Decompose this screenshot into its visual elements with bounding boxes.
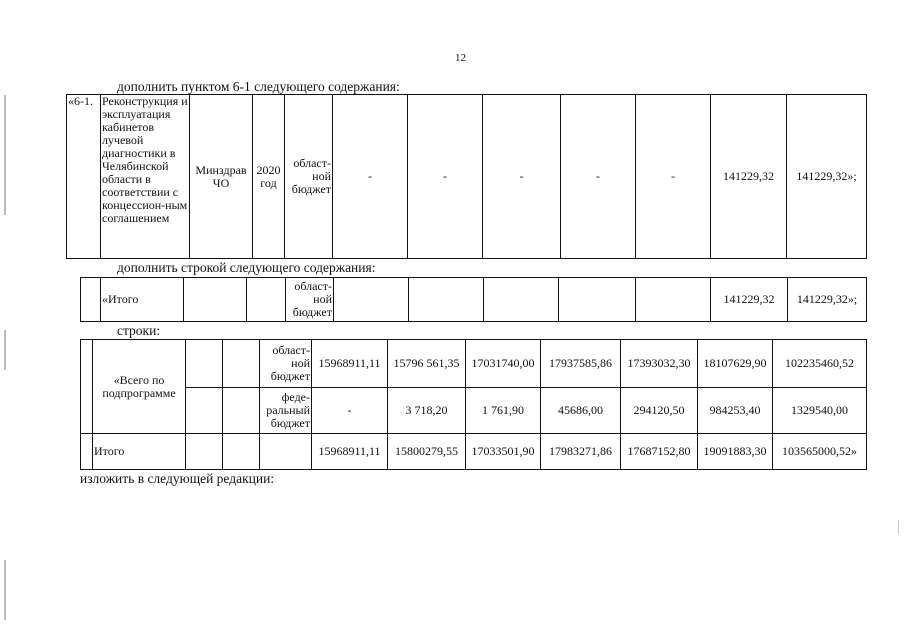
scan-margin-mark (4, 95, 6, 215)
empty-cell (186, 388, 223, 434)
scan-margin-mark (898, 520, 899, 534)
value-cell: 17031740,00 (466, 340, 541, 388)
intro-text-3: строки: (117, 323, 161, 338)
funding-source: област-ной бюджет (260, 340, 312, 388)
intro-text-2: дополнить строкой следующего содержания: (117, 260, 376, 275)
value-cell: - (333, 95, 408, 259)
total-cell: 103565000,52» (773, 434, 867, 470)
item-name: Реконструкция и эксплуатация кабинетов лучевой диагностики в Челябинской области в соответствии с концессион-ным соглашением (101, 95, 190, 259)
empty-cell (186, 340, 223, 388)
total-cell: 102235460,52 (773, 340, 867, 388)
empty-cell (409, 278, 484, 322)
empty-cell (186, 434, 223, 470)
row-label: «Всего по подпрограмме (93, 340, 186, 434)
empty-cell (81, 278, 101, 322)
empty-cell (223, 388, 260, 434)
table-item-6-1 (66, 94, 867, 259)
funding-source: област-ной бюджет (286, 278, 334, 322)
funding-source: феде-ральный бюджет (260, 388, 312, 434)
empty-cell (260, 434, 312, 470)
empty-cell (184, 278, 247, 322)
value-cell: - (408, 95, 483, 259)
funding-source: област-ной бюджет (285, 95, 333, 259)
total-cell: 141229,32»; (788, 278, 867, 322)
scan-margin-mark (4, 330, 6, 370)
value-cell: 141229,32 (711, 95, 787, 259)
value-cell: 17687152,80 (621, 434, 698, 470)
value-cell: 3 718,20 (388, 388, 466, 434)
value-cell: 17937585,86 (541, 340, 621, 388)
empty-cell (223, 340, 260, 388)
total-cell: 141229,32»; (787, 95, 867, 259)
value-cell: 17033501,90 (466, 434, 541, 470)
itogo-label: Итого (93, 434, 186, 470)
value-cell: 1 761,90 (466, 388, 541, 434)
item-number: «6-1. (67, 95, 101, 259)
total-cell: 1329540,00 (773, 388, 867, 434)
intro-text-1: дополнить пунктом 6-1 следующего содержания: (117, 79, 400, 94)
scan-margin-mark (4, 560, 6, 620)
value-cell: 15968911,11 (312, 434, 388, 470)
value-cell: - (561, 95, 636, 259)
value-cell: 15968911,11 (312, 340, 388, 388)
value-cell: 984253,40 (698, 388, 773, 434)
empty-cell (559, 278, 636, 322)
page-number: 12 (455, 52, 466, 64)
value-cell: 18107629,90 (698, 340, 773, 388)
empty-cell (247, 278, 286, 322)
value-cell: - (636, 95, 711, 259)
value-cell: 15796 561,35 (388, 340, 466, 388)
table-itogo-row (80, 277, 867, 322)
empty-cell (636, 278, 711, 322)
value-cell: 19091883,30 (698, 434, 773, 470)
empty-cell (334, 278, 409, 322)
value-cell: - (483, 95, 561, 259)
executor: Минздрав ЧО (190, 95, 253, 259)
value-cell: 15800279,55 (388, 434, 466, 470)
value-cell: 141229,32 (711, 278, 788, 322)
value-cell: 45686,00 (541, 388, 621, 434)
empty-cell (484, 278, 559, 322)
value-cell: 17983271,86 (541, 434, 621, 470)
value-cell: 294120,50 (621, 388, 698, 434)
empty-cell (223, 434, 260, 470)
year: 2020 год (253, 95, 285, 259)
intro-text-4: изложить в следующей редакции: (80, 471, 275, 486)
table-subprogram-totals (80, 339, 867, 470)
value-cell: - (312, 388, 388, 434)
empty-cell (81, 434, 93, 470)
empty-cell (81, 340, 93, 434)
row-label: «Итого (101, 278, 184, 322)
value-cell: 17393032,30 (621, 340, 698, 388)
